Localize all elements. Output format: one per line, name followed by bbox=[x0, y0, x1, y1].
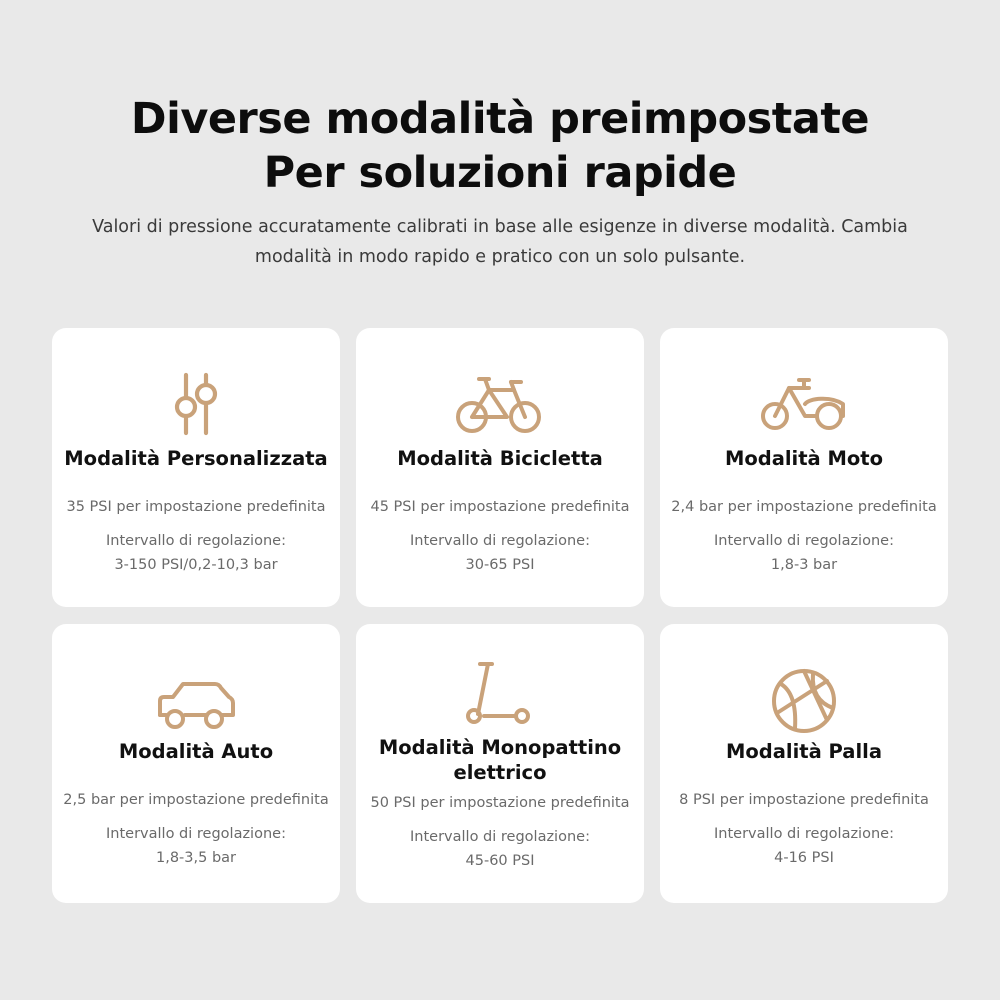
card-range-value: 30-65 PSI bbox=[465, 557, 535, 573]
card-title bbox=[364, 735, 636, 785]
card-range-label: Intervallo di regolazione: bbox=[714, 533, 894, 549]
card-default-value: 2,4 bar per impostazione predefinita bbox=[671, 499, 937, 515]
card-title: Modalità Bicicletta bbox=[397, 447, 603, 470]
card-range-value: 1,8-3 bar bbox=[770, 557, 838, 573]
card-range-label: Intervallo di regolazione: bbox=[410, 533, 590, 549]
page-title bbox=[0, 92, 1000, 200]
card-range bbox=[360, 529, 640, 577]
card-range bbox=[360, 825, 640, 873]
card-car-mode bbox=[52, 624, 340, 903]
card-title-line-2: elettrico bbox=[453, 761, 547, 784]
ball-icon bbox=[660, 664, 948, 738]
card-default-value: 2,5 bar per impostazione predefinita bbox=[63, 792, 329, 808]
card-range-value: 1,8-3,5 bar bbox=[155, 850, 236, 866]
card-default-value: 35 PSI per impostazione predefinita bbox=[66, 499, 326, 515]
page-subtitle: Valori di pressione accuratamente calibrati in base alle esigenze in diverse modalità. Cambia modalità in modo rapido e pratico con un solo pulsante. bbox=[92, 217, 908, 267]
card-motorbike-mode bbox=[660, 328, 948, 607]
card-custom-mode bbox=[52, 328, 340, 607]
card-range-value: 3-150 PSI/0,2-10,3 bar bbox=[114, 557, 278, 573]
card-range-label: Intervallo di regolazione: bbox=[410, 829, 590, 845]
sliders-icon bbox=[52, 368, 340, 442]
mode-grid bbox=[52, 328, 948, 903]
card-default-value: 8 PSI per impostazione predefinita bbox=[679, 792, 929, 808]
card-bicycle-mode bbox=[356, 328, 644, 607]
card-range-value: 45-60 PSI bbox=[465, 853, 535, 869]
title-line-1: Diverse modalità preimpostate bbox=[130, 94, 870, 144]
card-title-line-1: Modalità Monopattino bbox=[378, 736, 622, 759]
card-range bbox=[664, 529, 944, 577]
bicycle-icon bbox=[356, 368, 644, 442]
card-default-value: 45 PSI per impostazione predefinita bbox=[370, 499, 630, 515]
motorbike-icon bbox=[660, 368, 948, 442]
card-range bbox=[56, 822, 336, 870]
card-range-label: Intervallo di regolazione: bbox=[714, 826, 894, 842]
card-range bbox=[56, 529, 336, 577]
card-title: Modalità Auto bbox=[118, 740, 274, 763]
card-range bbox=[664, 822, 944, 870]
card-range-label: Intervallo di regolazione: bbox=[106, 826, 286, 842]
card-title: Modalità Moto bbox=[724, 447, 884, 470]
card-ball-mode bbox=[660, 624, 948, 903]
card-scooter-mode bbox=[356, 624, 644, 903]
card-range-label: Intervallo di regolazione: bbox=[106, 533, 286, 549]
card-title: Modalità Palla bbox=[725, 740, 882, 763]
title-line-2: Per soluzioni rapide bbox=[263, 148, 737, 198]
car-icon bbox=[52, 668, 340, 742]
card-title: Modalità Personalizzata bbox=[64, 447, 328, 470]
card-default-value: 50 PSI per impostazione predefinita bbox=[370, 795, 630, 811]
card-range-value: 4-16 PSI bbox=[774, 850, 834, 866]
scooter-icon bbox=[356, 656, 644, 730]
